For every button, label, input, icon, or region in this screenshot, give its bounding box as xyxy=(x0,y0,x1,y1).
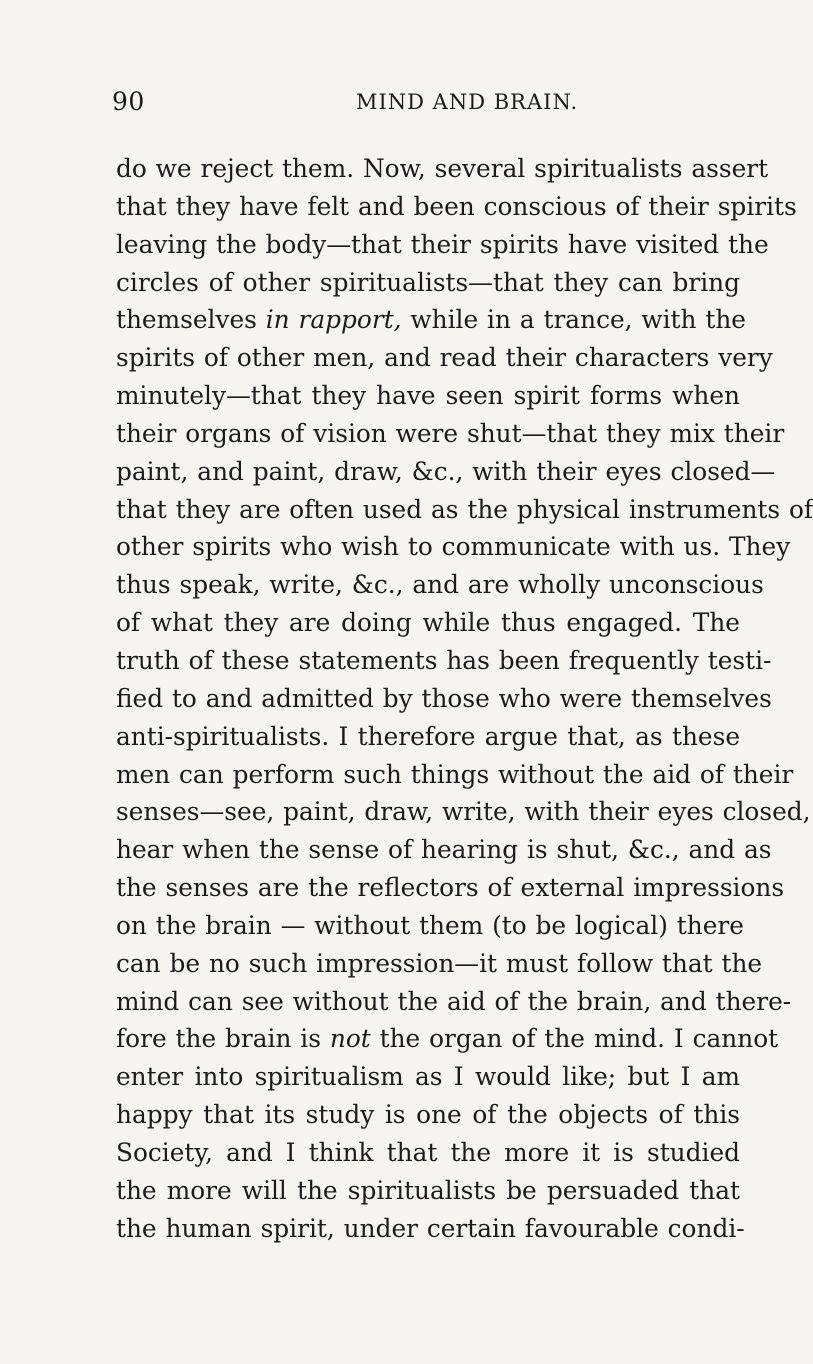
text-segment: fore the brain is xyxy=(116,1024,330,1054)
text-line: of what they are doing while thus engaged. The xyxy=(116,608,740,638)
text-line: happy that its study is one of the objects of this xyxy=(116,1100,740,1130)
text-line: fied to and admitted by those who were themselves xyxy=(116,683,772,713)
text-line: paint, and paint, draw, &c., with their eyes closed— xyxy=(116,456,776,486)
text-line: Society, and I think that the more it is studied xyxy=(116,1137,740,1167)
text-line: enter into spiritualism as I would like; but I am xyxy=(116,1062,740,1092)
body-text xyxy=(116,150,813,1247)
text-line: the senses are the reflectors of external impressions xyxy=(116,873,785,903)
text-line: that they have felt and been conscious of their spirits xyxy=(116,191,797,221)
text-line: senses—see, paint, draw, write, with their eyes closed, xyxy=(116,797,811,827)
text-line: that they are often used as the physical instruments of xyxy=(116,494,813,524)
running-title: MIND AND BRAIN. xyxy=(356,90,579,114)
text-line: circles of other spiritualists—that they can bring xyxy=(116,267,740,297)
text-line: do we reject them. Now, several spiritualists assert xyxy=(116,154,769,183)
text-line: thus speak, write, &c., and are wholly unconscious xyxy=(116,570,764,600)
text-line: leaving the body—that their spirits have visited the xyxy=(116,229,769,259)
running-head xyxy=(112,82,732,122)
text-line: men can perform such things without the aid of their xyxy=(116,759,794,789)
text-line: on the brain — without them (to be logical) there xyxy=(116,910,744,940)
text-line: anti-spiritualists. I therefore argue that, as these xyxy=(116,721,740,751)
text-line: hear when the sense of hearing is shut, &c., and as xyxy=(116,835,772,865)
text-line: other spirits who wish to communicate with us. They xyxy=(116,532,791,562)
text-segment: the organ of the mind. I cannot xyxy=(370,1024,779,1054)
text-line-with-italic xyxy=(116,301,746,339)
text-line: can be no such impression—it must follow that the xyxy=(116,948,763,978)
text-line: minutely—that they have seen spirit forms when xyxy=(116,381,740,411)
text-line: their organs of vision were shut—that they mix their xyxy=(116,418,785,448)
italic-word: not xyxy=(329,1024,371,1054)
italic-phrase: in rapport, xyxy=(265,305,402,335)
text-line: mind can see without the aid of the brain, and there- xyxy=(116,986,792,1016)
page-number: 90 xyxy=(112,87,145,116)
text-line: truth of these statements has been frequently testi- xyxy=(116,645,772,675)
text-segment: themselves xyxy=(116,305,266,335)
text-line: the more will the spiritualists be persuaded that xyxy=(116,1175,740,1205)
text-line-with-italic xyxy=(116,1020,779,1058)
text-segment: while in a trance, with the xyxy=(401,305,746,335)
text-line: spirits of other men, and read their characters very xyxy=(116,343,773,373)
text-line: the human spirit, under certain favourable condi- xyxy=(116,1213,745,1243)
